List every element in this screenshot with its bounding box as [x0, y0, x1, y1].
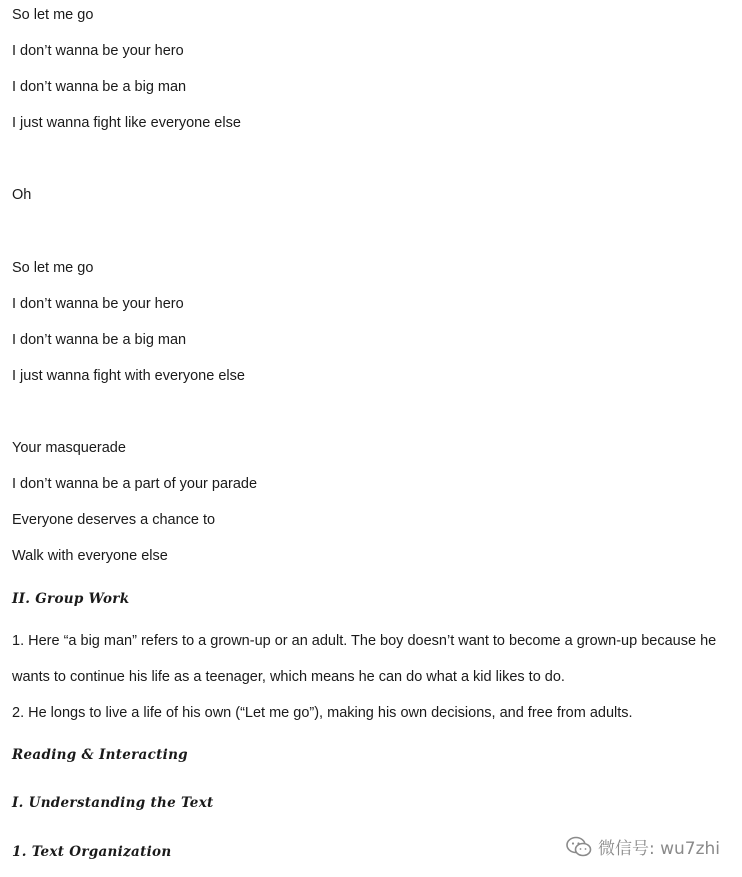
text-organization-heading: 1. Text Organization — [12, 844, 172, 860]
watermark-text: 微信号: wu7zhi — [597, 839, 720, 859]
lyric-line: I don’t wanna be a big man — [12, 332, 187, 348]
answer-1-line-1: 1. Here “a big man” refers to a grown-up or an adult. The boy doesn’t want to become a grown-up because he — [12, 633, 717, 649]
reading-heading: Reading & Interacting — [12, 747, 188, 763]
lyric-line: I don’t wanna be your hero — [12, 43, 184, 59]
lyric-line: I don’t wanna be your hero — [12, 296, 184, 312]
wechat-icon — [566, 836, 592, 858]
group-work-heading: II. Group Work — [12, 591, 130, 607]
lyric-line: Your masquerade — [12, 440, 126, 456]
lyric-line: Walk with everyone else — [12, 548, 168, 564]
lyric-line: So let me go — [12, 7, 94, 23]
answer-2: 2. He longs to live a life of his own (“Let me go”), making his own decisions, and free from adults. — [12, 705, 633, 721]
answer-1-line-2: wants to continue his life as a teenager, which means he can do what a kid likes to do. — [12, 669, 565, 685]
lyric-line: So let me go — [12, 260, 94, 276]
lyric-line: I don’t wanna be a big man — [12, 79, 187, 95]
wechat-watermark — [566, 834, 720, 859]
lyric-line: Oh — [12, 187, 32, 203]
lyric-line: I don’t wanna be a part of your parade — [12, 476, 258, 492]
lyric-line: I just wanna fight with everyone else — [12, 368, 245, 384]
lyric-line: I just wanna fight like everyone else — [12, 115, 241, 131]
lyric-line: Everyone deserves a chance to — [12, 512, 216, 528]
understanding-heading: I. Understanding the Text — [12, 795, 214, 811]
